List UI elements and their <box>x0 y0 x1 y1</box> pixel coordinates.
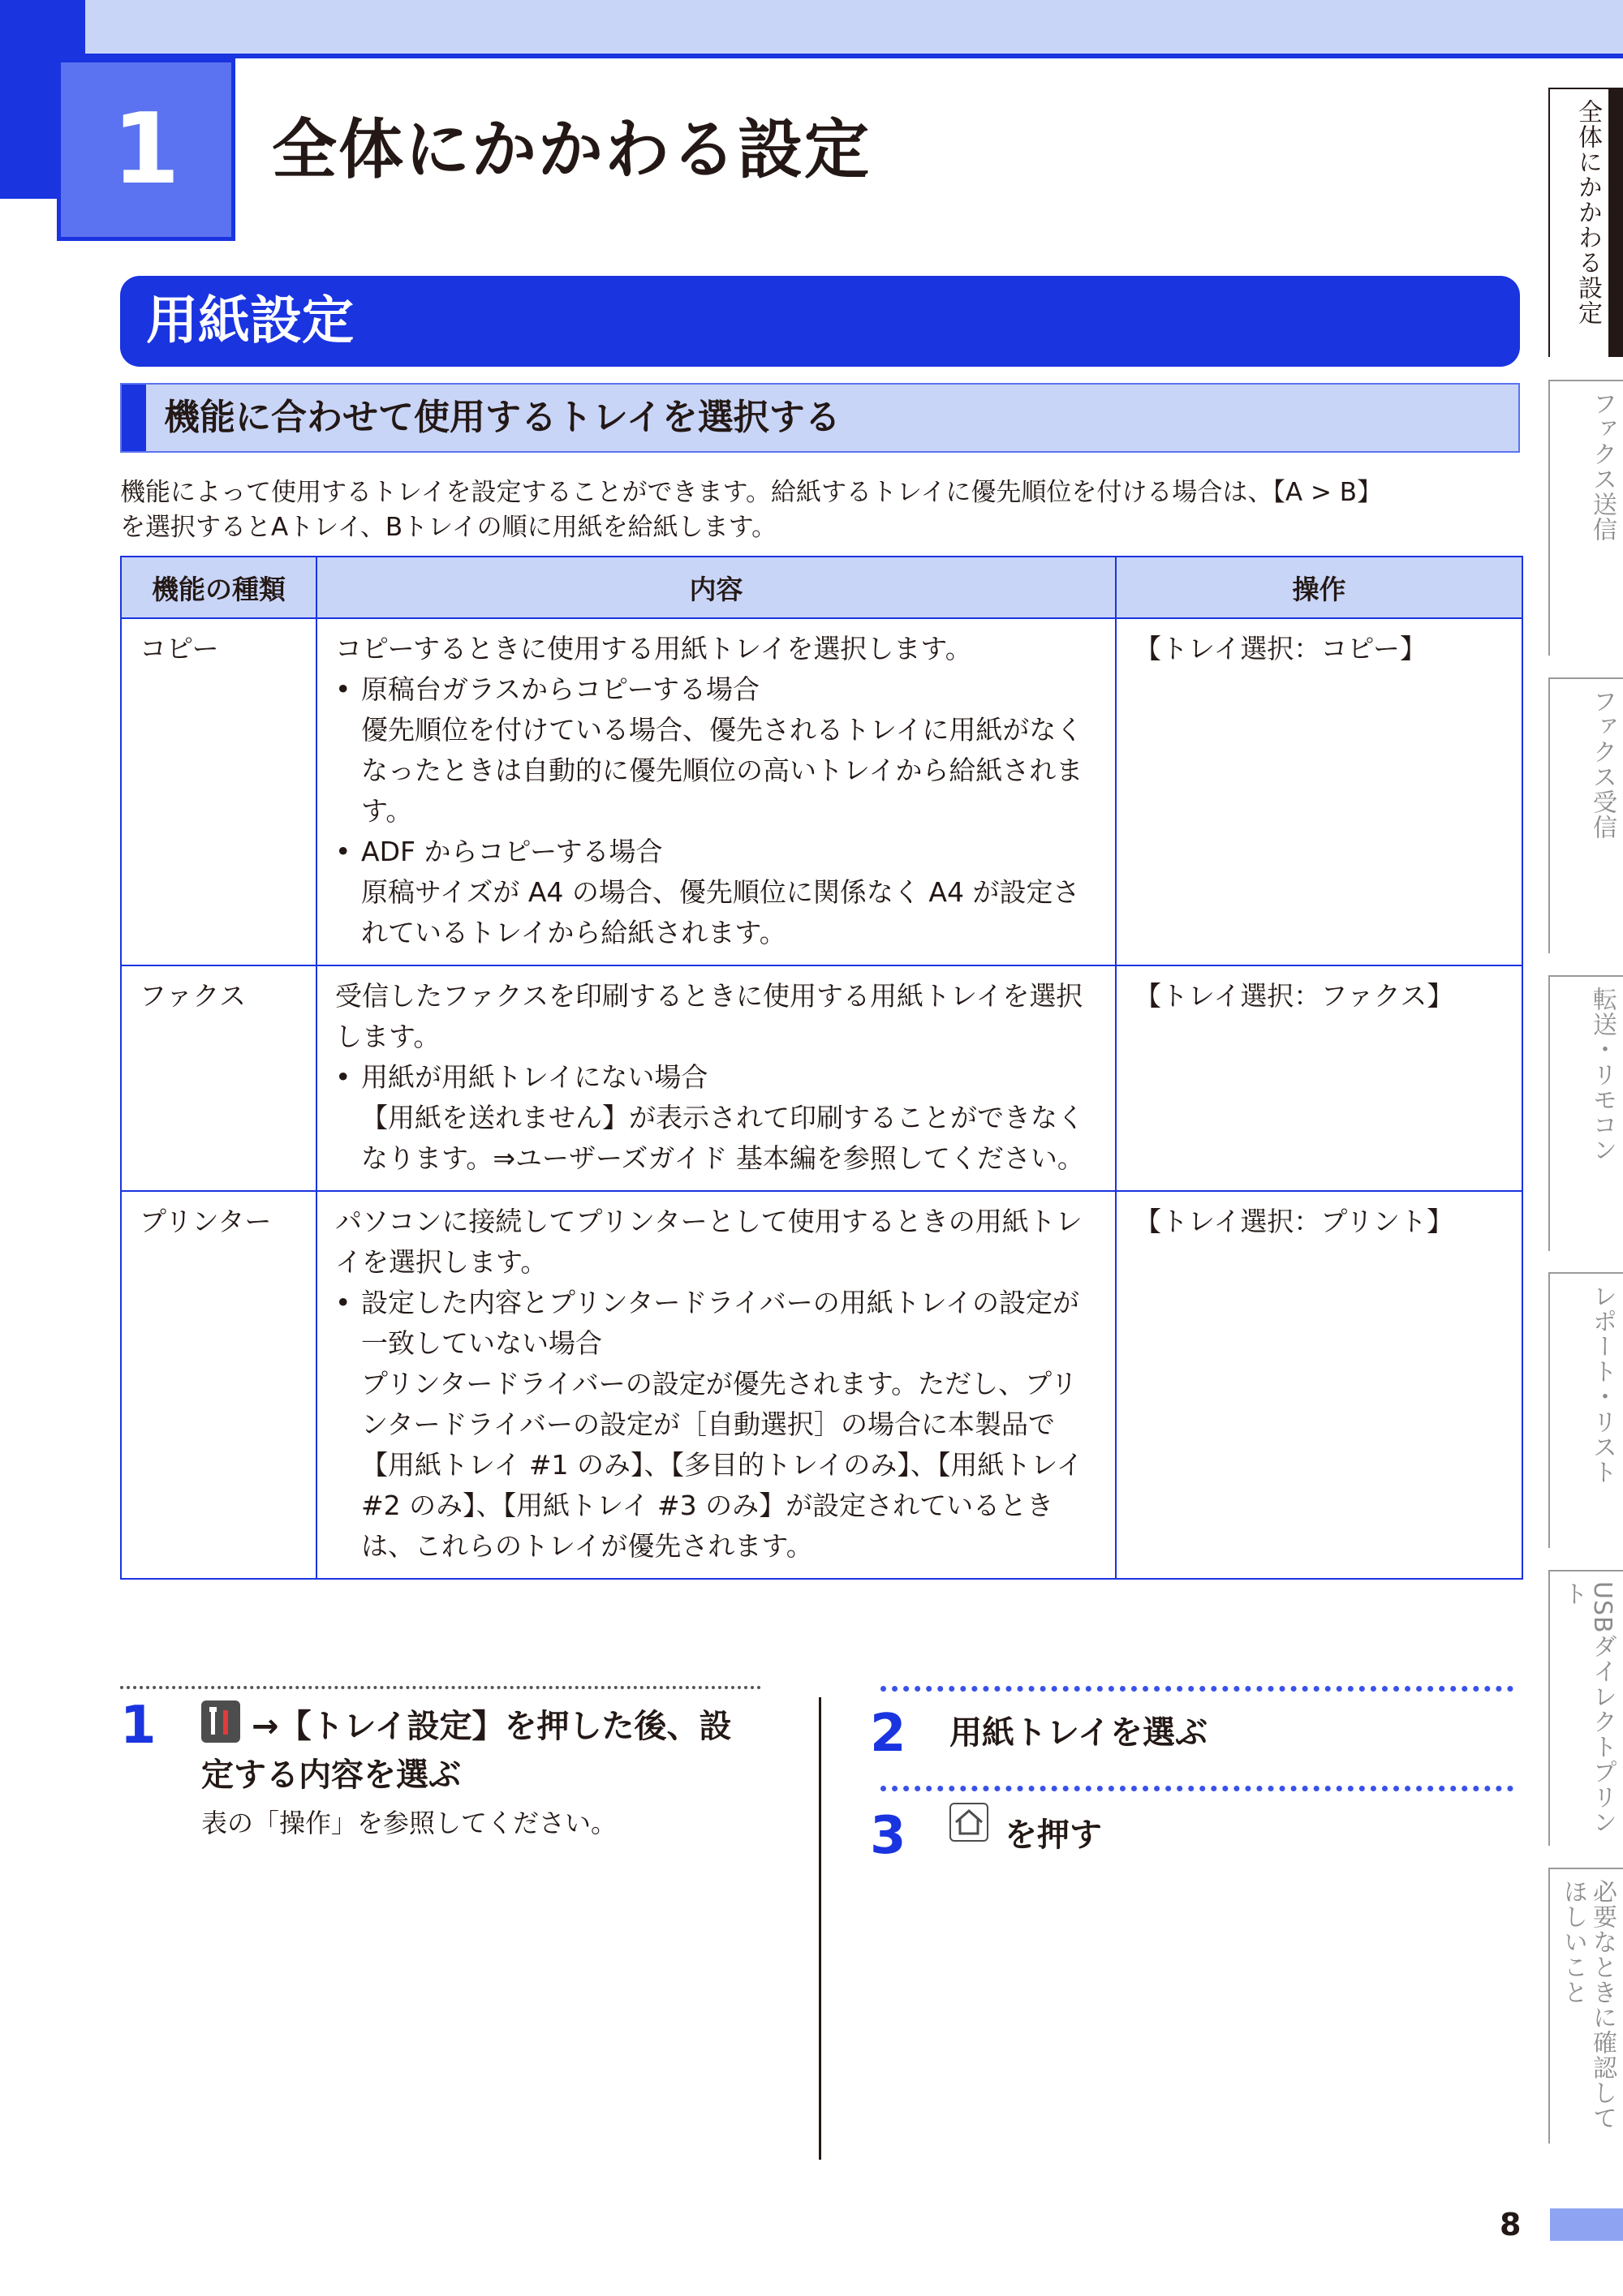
step-divider <box>120 1686 761 1689</box>
row-type: プリンター <box>121 1191 316 1579</box>
bullet-body: 【用紙を送れません】が表示されて印刷することができなくなります。⇒ユーザーズガイド 基本編を参照してください。 <box>361 1102 1084 1174</box>
row-content <box>316 965 1116 1191</box>
intro-text <box>120 475 1524 545</box>
intro-line-2: を選択するとAトレイ、Bトレイの順に用紙を給紙します。 <box>120 513 777 542</box>
bullet-dot: • <box>335 1287 351 1318</box>
bullet-item <box>335 832 1097 953</box>
table-row <box>121 618 1522 965</box>
tray-settings-table <box>120 556 1523 1580</box>
side-tab-forward-remote[interactable] <box>1548 975 1623 1251</box>
bullet-body: 原稿サイズが A4 の場合、優先順位に関係なく A4 が設定されているトレイから給紙されます。 <box>361 876 1080 948</box>
row-content <box>316 1191 1116 1579</box>
row-content <box>316 618 1116 965</box>
bullet-item <box>335 1057 1097 1179</box>
side-tab-label: 必要なときに確認してほしいこと <box>1559 1879 1617 2130</box>
row-operation: 【トレイ選択：プリント】 <box>1116 1191 1522 1579</box>
row-desc: 受信したファクスを印刷するときに使用する用紙トレイを選択します。 <box>335 980 1083 1052</box>
row-type: ファクス <box>121 965 316 1191</box>
side-tab-label: ファクス送信 <box>1588 391 1617 542</box>
chapter-number: 1 <box>57 58 235 241</box>
table-row <box>121 1191 1522 1579</box>
row-operation: 【トレイ選択：コピー】 <box>1116 618 1522 965</box>
step-1-note: 表の「操作」を参照してください。 <box>201 1808 618 1838</box>
bullet-item <box>335 669 1097 832</box>
step-divider <box>880 1786 1513 1791</box>
bullet-dot: • <box>335 1061 351 1093</box>
header-rule <box>85 54 1623 58</box>
row-type: コピー <box>121 618 316 965</box>
page-number: 8 <box>1500 2207 1522 2242</box>
header-band <box>0 0 1623 58</box>
row-desc: パソコンに接続してプリンターとして使用するときの用紙トレイを選択します。 <box>335 1206 1083 1278</box>
subsection-header <box>120 383 1520 453</box>
col-header-type: 機能の種類 <box>121 557 316 618</box>
side-tab-report-list[interactable] <box>1548 1272 1623 1548</box>
section-title: 用紙設定 <box>120 276 1520 367</box>
side-tab-label: USBダイレクトプリント <box>1559 1581 1617 1835</box>
bullet-dot: • <box>335 673 351 705</box>
side-tab-label: 全体にかかわる設定 <box>1573 99 1602 325</box>
bullet-head: 原稿台ガラスからコピーする場合 <box>361 673 760 705</box>
step-2-text: 用紙トレイを選ぶ <box>949 1714 1208 1752</box>
bullet-body: 優先順位を付けている場合、優先されるトレイに用紙がなくなったときは自動的に優先順位の高いトレイから給紙されます。 <box>361 714 1083 827</box>
side-tab-fax-send[interactable] <box>1548 380 1623 656</box>
home-icon <box>949 1803 988 1842</box>
side-tab-general[interactable] <box>1548 88 1623 357</box>
settings-tool-icon <box>201 1701 240 1743</box>
step-3-number: 3 <box>870 1806 906 1866</box>
side-tab-fax-receive[interactable] <box>1548 677 1623 953</box>
table-row <box>121 965 1522 1191</box>
intro-line-1: 機能によって使用するトレイを設定することができます。給紙するトレイに優先順位を付ける場合は、【A > B】 <box>120 478 1383 507</box>
bullet-head: 設定した内容とプリンタードライバーの用紙トレイの設定が一致していない場合 <box>361 1287 1080 1359</box>
col-header-operation: 操作 <box>1116 557 1522 618</box>
step-1-number: 1 <box>120 1696 157 1756</box>
subsection-title: 機能に合わせて使用するトレイを選択する <box>164 397 841 438</box>
step-1-text-a: →【トレイ設定】を押した後、設 <box>252 1708 732 1745</box>
col-header-content: 内容 <box>316 557 1116 618</box>
table-header-row <box>121 557 1522 618</box>
row-operation: 【トレイ選択：ファクス】 <box>1116 965 1522 1191</box>
bullet-body: プリンタードライバーの設定が優先されます。ただし、プリンタードライバーの設定が［自動選択］の場合に本製品で【用紙トレイ #1 のみ】、【多目的トレイのみ】、【用紙トレイ #2 のみ】、【用紙トレイ #3 のみ】が設定されているときは、これらのトレイが優先されます。 <box>361 1368 1083 1562</box>
bullet-head: 用紙が用紙トレイにない場合 <box>361 1061 708 1093</box>
side-tab-usb-print[interactable] <box>1548 1570 1623 1846</box>
side-tab-label: レポート・リスト <box>1588 1283 1617 1485</box>
step-2-number: 2 <box>870 1704 906 1764</box>
step-1-text-b: 定する内容を選ぶ <box>201 1756 461 1794</box>
row-desc: コピーするときに使用する用紙トレイを選択します。 <box>335 633 972 664</box>
step-3-text: を押す <box>1005 1817 1102 1854</box>
side-tab-reference[interactable] <box>1548 1868 1623 2143</box>
bullet-dot: • <box>335 836 351 867</box>
side-tab-label: 転送・リモコン <box>1588 987 1617 1163</box>
chapter-title: 全体にかかわる設定 <box>272 112 871 187</box>
bullet-item <box>335 1283 1097 1567</box>
step-divider <box>880 1686 1513 1692</box>
subsection-marker <box>122 385 146 451</box>
column-divider <box>819 1697 821 2160</box>
side-tab-label: ファクス受信 <box>1588 689 1617 840</box>
bullet-head: ADF からコピーする場合 <box>361 836 663 867</box>
page-number-bar <box>1550 2208 1623 2241</box>
